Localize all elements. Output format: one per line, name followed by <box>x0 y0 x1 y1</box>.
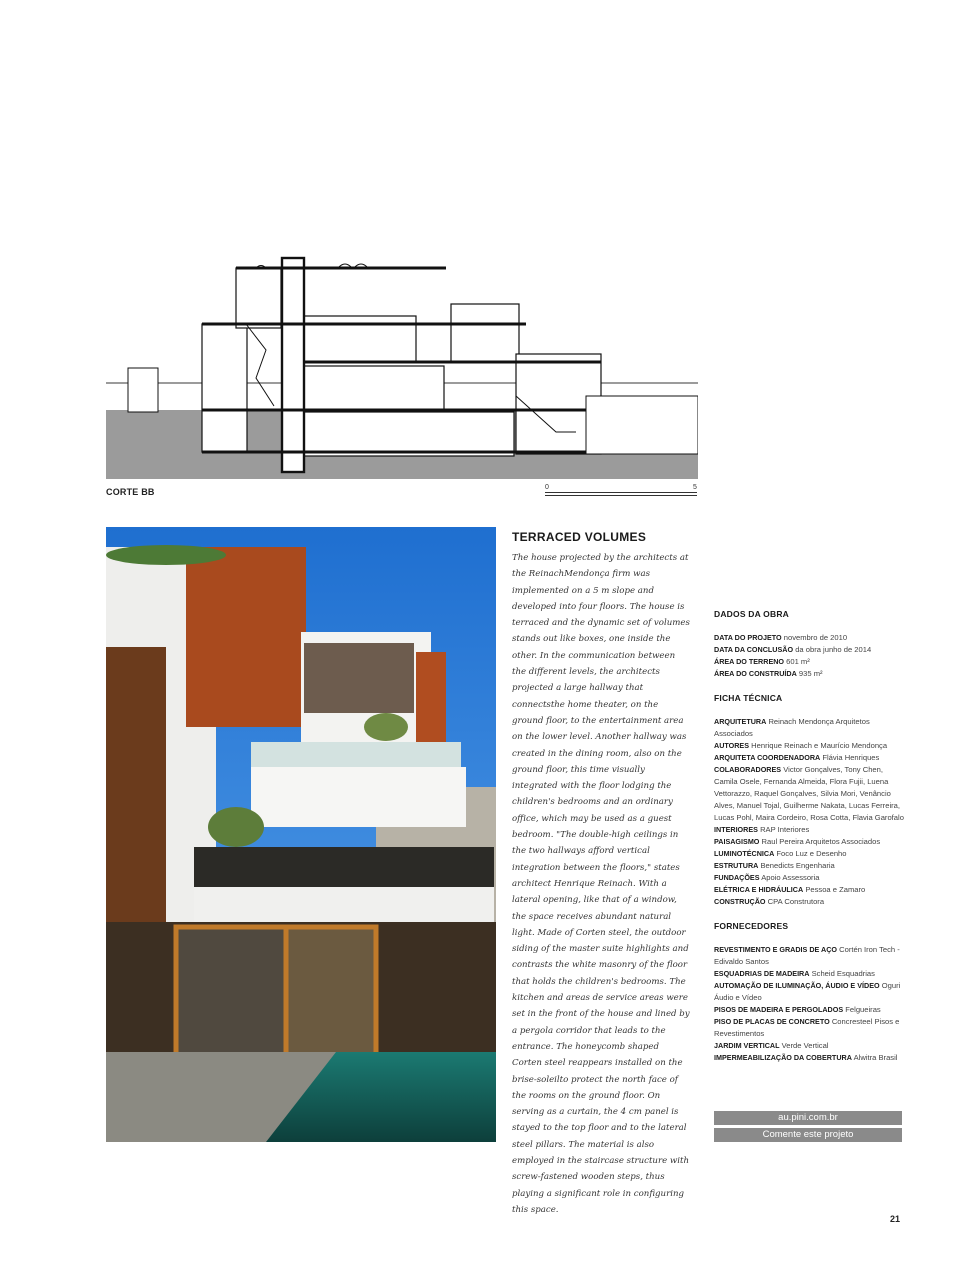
ficha-entry-value: RAP Interiores <box>760 825 810 834</box>
ficha-entry-key: LUMINOTÉCNICA <box>714 849 775 858</box>
ficha-entry-value: Raul Pereira Arquitetos Associados <box>761 837 881 846</box>
fornecedores-entry-key: AUTOMAÇÃO DE ILUMINAÇÃO, ÁUDIO E VÍDEO <box>714 981 880 990</box>
fornecedores-entry-value: Alwitra Brasil <box>853 1053 898 1062</box>
article-body: The house projected by the architects at the ReinachMendonça firm was implemented on a 5 m slope and developed into four floors. The house is terraced and the dynamic set of volumes stands out like boxes, one inside the other. In the communication between the different levels, the architects projected a large hallway that connectsthe home theater, on the ground floor, to the entertainment area on the lower level. Another hallway was created in the dining room, also on the ground floor, this time visually integrated with the floor lodging the children's bedrooms and an ordinary office, which may be used as a guest bedroom. "The double-high ceilings in the two hallways afford vertical integration between the floors," states architect Henrique Reinach. With a lateral opening, like that of a window, the space receives abundant natural light. Made of Corten steel, the outdoor siding of the master suite highlights and contrasts the white masonry of the floor that holds the children's bedrooms. The kitchen and areas de service areas were set in the front of the house and lined by a pergola corridor that leads to the entrance. The honeycomb shaped Corten steel reappears installed on the brise-soleilto protect the north face of the rooms on the ground floor. On serving as a curtain, the 4 cm panel is stayed to the top floor and to the lateral steel pillars. The material is also employed in the staircase structure with screw-fastened wooden steps, thus playing a significant role in configuring this space. <box>512 553 690 1215</box>
ficha-entry <box>714 836 904 848</box>
dados-entry-key: DATA DO PROJETO <box>714 633 782 642</box>
ficha-entry-value: Pessoa e Zamaro <box>805 885 866 894</box>
dados-entry <box>714 644 904 656</box>
fornecedores-entry <box>714 1040 904 1052</box>
section-drawing <box>106 254 698 480</box>
ficha-entry-key: CONSTRUÇÃO <box>714 897 766 906</box>
fornecedores-entry-value: Felgueiras <box>845 1005 881 1014</box>
fornecedores-entry-key: IMPERMEABILIZAÇÃO DA COBERTURA <box>714 1053 852 1062</box>
article-column <box>512 530 690 1218</box>
scale-bar-line <box>545 492 697 496</box>
scale-bar <box>545 484 700 498</box>
ficha-entry-key: ARQUITETA COORDENADORA <box>714 753 821 762</box>
ficha-entry-key: COLABORADORES <box>714 765 782 774</box>
ficha-entry <box>714 824 904 836</box>
info-column <box>714 608 904 1064</box>
dados-entry-key: DATA DA CONCLUSÃO <box>714 645 794 654</box>
ficha-entry-key: ELÉTRICA E HIDRÁULICA <box>714 885 804 894</box>
dados-entry-key: ÁREA DO TERRENO <box>714 657 785 666</box>
fornecedores-entry-key: REVESTIMENTO E GRADIS DE AÇO <box>714 945 838 954</box>
ficha-entry <box>714 860 904 872</box>
ficha-entry-key: ARQUITETURA <box>714 717 767 726</box>
ficha-entry-value: Foco Luz e Desenho <box>776 849 847 858</box>
fornecedores-entry <box>714 1016 904 1040</box>
fornecedores-entry-value: Concresteel Pisos e Revestimentos <box>714 1017 900 1038</box>
dados-entry-value: novembro de 2010 <box>783 633 848 642</box>
fornecedores-entry-value: Oguri Áudio e Vídeo <box>714 981 901 1002</box>
dados-entry <box>714 656 904 668</box>
ficha-entry-value: Apoio Assessoria <box>761 873 820 882</box>
page-number: 21 <box>890 1214 901 1224</box>
ficha-entry-value: Victor Gonçalves, Tony Chen, Camila Osele, Fernanda Almeida, Flora Fujii, Luena Vettorazzo, Raquel Gonçalves, Silvia Mori, Venâncio Alves, Manuel Tojal, Guilherme Nakata, Lucas Ferreira, Lucas Pohl, Maira Cordeiro, Rosa Cotta, Flavia Garofalo <box>714 765 904 822</box>
ficha-entry-key: AUTORES <box>714 741 750 750</box>
fornecedores-entry <box>714 1052 904 1064</box>
dados-title: DADOS DA OBRA <box>714 609 790 619</box>
fornecedores-entry-value: Cortén Iron Tech - Edivaldo Santos <box>714 945 900 966</box>
comment-link[interactable]: Comente este projeto <box>714 1128 902 1142</box>
dados-entry <box>714 632 904 644</box>
fornecedores-entry-key: PISOS DE MADEIRA E PERGOLADOS <box>714 1005 844 1014</box>
fornecedores-entry <box>714 968 904 980</box>
ficha-entry-value: Henrique Reinach e Maurício Mendonça <box>751 741 888 750</box>
site-link[interactable]: au.pini.com.br <box>714 1111 902 1125</box>
scale-end-label: 5 <box>693 484 697 491</box>
fornecedores-entry-value: Verde Vertical <box>781 1041 829 1050</box>
dados-entry-value: 935 m² <box>798 669 823 678</box>
fornecedores-entry-key: PISO DE PLACAS DE CONCRETO <box>714 1017 830 1026</box>
ficha-entry <box>714 848 904 860</box>
ficha-entry-value: CPA Construtora <box>767 897 825 906</box>
dados-entry-value: da obra junho de 2014 <box>795 645 872 654</box>
scale-start-label: 0 <box>545 484 549 491</box>
drawing-caption: CORTE BB <box>106 487 155 497</box>
ficha-entry-key: FUNDAÇÕES <box>714 873 760 882</box>
fornecedores-entry-key: JARDIM VERTICAL <box>714 1041 780 1050</box>
ficha-entry-key: PAISAGISMO <box>714 837 760 846</box>
fornecedores-list <box>714 944 904 1064</box>
ficha-entry-key: INTERIORES <box>714 825 758 834</box>
ficha-title: FICHA TÉCNICA <box>714 693 783 703</box>
fornecedores-entry-key: ESQUADRIAS DE MADEIRA <box>714 969 810 978</box>
dados-entry-value: 601 m² <box>786 657 810 666</box>
fornecedores-entry-value: Scheid Esquadrias <box>811 969 875 978</box>
ficha-entry <box>714 716 904 740</box>
ficha-entry-value: Benedicts Engenharia <box>760 861 835 870</box>
dados-entry <box>714 668 904 680</box>
ficha-entry <box>714 884 904 896</box>
house-photo <box>106 527 496 1142</box>
fornecedores-entry <box>714 944 904 968</box>
ficha-entry <box>714 740 904 752</box>
fornecedores-entry <box>714 1004 904 1016</box>
ficha-entry-key: ESTRUTURA <box>714 861 759 870</box>
ficha-entry-value: Flávia Henriques <box>822 753 880 762</box>
ficha-entry-value: Reinach Mendonça Arquitetos Associados <box>714 717 870 738</box>
ficha-entry <box>714 872 904 884</box>
fornecedores-title: FORNECEDORES <box>714 921 789 931</box>
ficha-entry <box>714 752 904 764</box>
dados-list <box>714 632 904 680</box>
fornecedores-entry <box>714 980 904 1004</box>
dados-entry-key: ÁREA DO CONSTRUÍDA <box>714 669 797 678</box>
ficha-entry <box>714 896 904 908</box>
ficha-list <box>714 716 904 908</box>
ficha-entry <box>714 764 904 824</box>
article-title: TERRACED VOLUMES <box>512 530 647 544</box>
